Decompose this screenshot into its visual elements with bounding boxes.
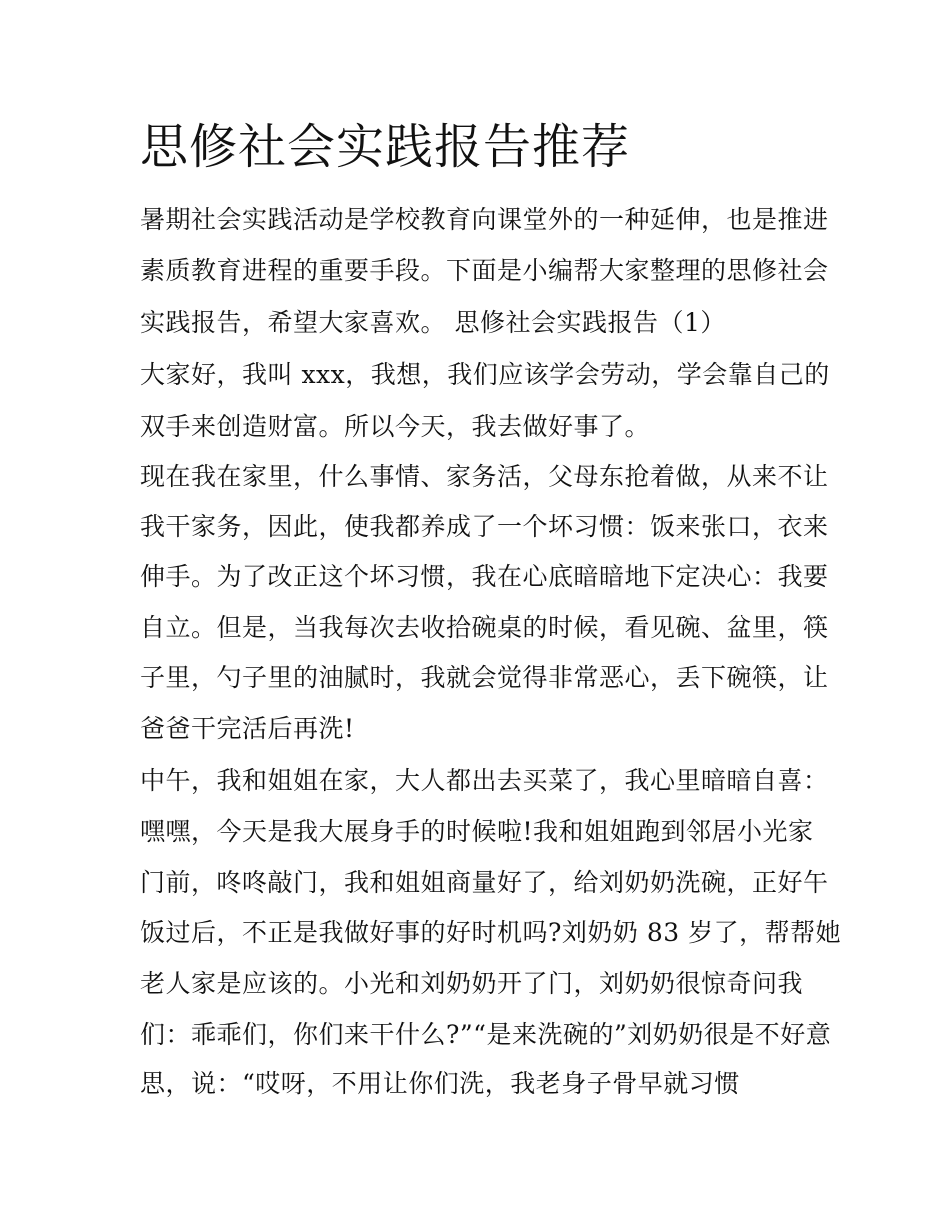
paragraph-line: 伸手。为了改正这个坏习惯，我在心底暗暗地下定决心：我要 bbox=[140, 562, 829, 591]
paragraph-line: 中午，我和姐姐在家，大人都出去买菜了，我心里暗暗自喜： bbox=[140, 766, 829, 795]
paragraph-line: 爸爸干完活后再洗! bbox=[140, 714, 355, 743]
paragraph-line: 双手来创造财富。所以今天，我去做好事了。 bbox=[140, 412, 651, 441]
paragraph-line: 暑期社会实践活动是学校教育向课堂外的一种延伸，也是推进 bbox=[140, 205, 829, 234]
paragraph-line: 我干家务，因此，使我都养成了一个坏习惯：饭来张口，衣来 bbox=[140, 512, 829, 541]
paragraph-line: 现在我在家里，什么事情、家务活，父母东抢着做，从来不让 bbox=[140, 462, 829, 491]
paragraph-line: 自立。但是，当我每次去收拾碗桌的时候，看见碗、盆里，筷 bbox=[140, 613, 829, 642]
paragraph-line: 嘿嘿，今天是我大展身手的时候啦!我和姐姐跑到邻居小光家 bbox=[140, 817, 814, 846]
paragraph-line: 实践报告，希望大家喜欢。 思修社会实践报告（1） bbox=[140, 308, 726, 337]
paragraph-line: 思，说：“哎呀，不用让你们洗，我老身子骨早就习惯 bbox=[140, 1069, 740, 1098]
paragraph-line: 子里，勺子里的油腻时，我就会觉得非常恶心，丢下碗筷，让 bbox=[140, 663, 829, 692]
paragraph-line: 门前，咚咚敲门，我和姐姐商量好了，给刘奶奶洗碗，正好午 bbox=[140, 868, 829, 897]
paragraph-line: 素质教育进程的重要手段。下面是小编帮大家整理的思修社会 bbox=[140, 256, 829, 285]
document-title: 思修社会实践报告推荐 bbox=[140, 119, 631, 175]
paragraph-line: 们：乖乖们，你们来干什么?”“是来洗碗的”刘奶奶很是不好意 bbox=[140, 1020, 832, 1049]
paragraph-line: 大家好，我叫 xxx，我想，我们应该学会劳动，学会靠自己的 bbox=[140, 360, 830, 389]
paragraph-line: 饭过后，不正是我做好事的好时机吗?刘奶奶 83 岁了，帮帮她 bbox=[140, 918, 842, 947]
paragraph-line: 老人家是应该的。小光和刘奶奶开了门，刘奶奶很惊奇问我 bbox=[140, 969, 804, 998]
